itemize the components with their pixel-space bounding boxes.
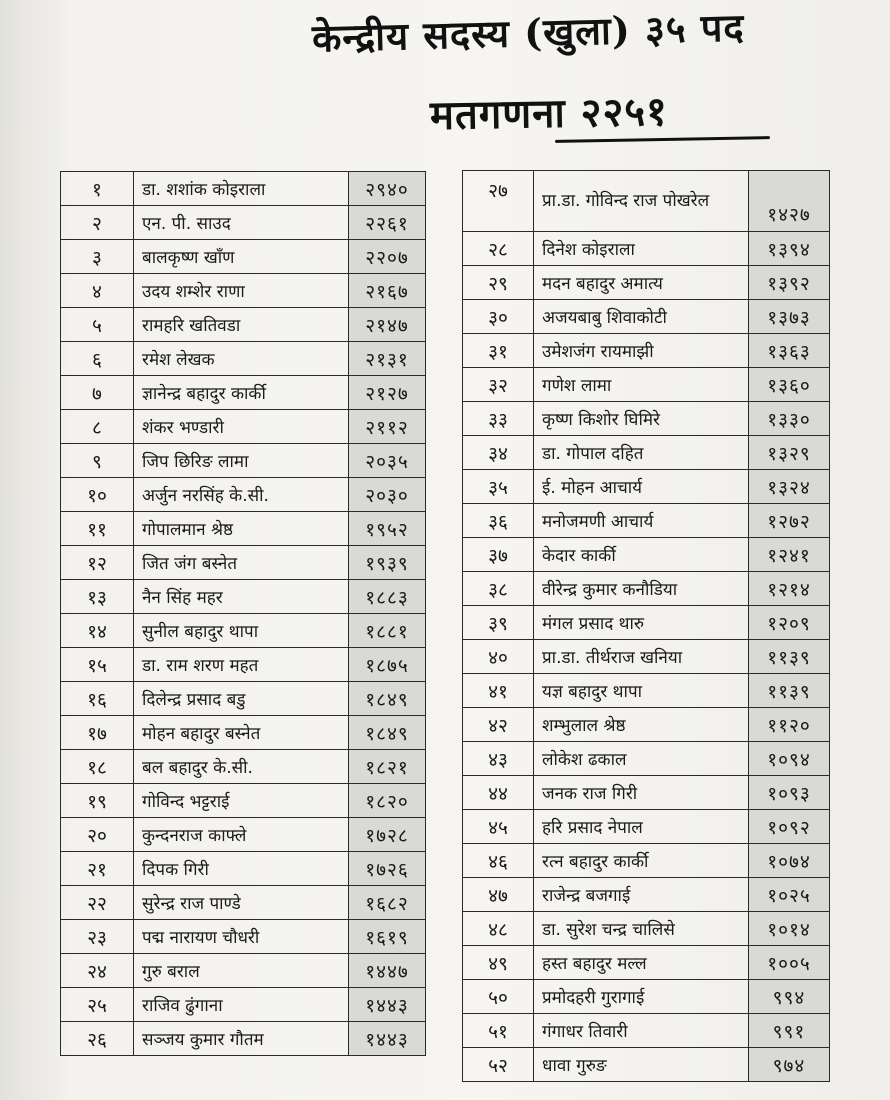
table-row: [61, 240, 426, 274]
candidate-name-cell: अजयबाबु शिवाकोटी: [534, 300, 749, 334]
table-row: [61, 512, 426, 546]
table-row: [61, 580, 426, 614]
vote-count-cell: १८८१: [349, 614, 426, 648]
table-row: [463, 980, 830, 1014]
vote-count-cell: १४४७: [349, 954, 426, 988]
candidate-name-cell: गोविन्द भट्टराई: [134, 784, 349, 818]
vote-count-cell: १९३९: [349, 546, 426, 580]
table-row: [463, 334, 830, 368]
table-row: [61, 410, 426, 444]
rank-cell: ३०: [463, 300, 534, 334]
table-row: [463, 810, 830, 844]
vote-count-cell: २१४७: [349, 308, 426, 342]
candidate-name-cell: गोपालमान श्रेष्ठ: [134, 512, 349, 546]
vote-count-cell: १३६०: [749, 368, 830, 402]
table-row: [463, 946, 830, 980]
rank-cell: २१: [61, 852, 134, 886]
vote-count-cell: १३२९: [749, 436, 830, 470]
rank-cell: १६: [61, 682, 134, 716]
vote-count-cell: १३६३: [749, 334, 830, 368]
vote-count-cell: २११२: [349, 410, 426, 444]
candidate-name-cell: डा. शशांक कोइराला: [134, 172, 349, 206]
rank-cell: ५: [61, 308, 134, 342]
vote-count-cell: १४२७: [749, 171, 830, 232]
vote-count-cell: १३३०: [749, 402, 830, 436]
candidate-name-cell: हस्त बहादुर मल्ल: [534, 946, 749, 980]
vote-count-cell: १००५: [749, 946, 830, 980]
vote-count-cell: १८४९: [349, 682, 426, 716]
table-row: [463, 776, 830, 810]
table-row: [463, 606, 830, 640]
rank-cell: ४: [61, 274, 134, 308]
candidate-name-cell: बालकृष्ण खाँण: [134, 240, 349, 274]
rank-cell: १: [61, 172, 134, 206]
rank-cell: ३९: [463, 606, 534, 640]
candidate-name-cell: राजेन्द्र बजगाई: [534, 878, 749, 912]
candidate-name-cell: यज्ञ बहादुर थापा: [534, 674, 749, 708]
table-row: [61, 682, 426, 716]
table-row: [463, 1048, 830, 1082]
candidate-name-cell: रत्न बहादुर कार्की: [534, 844, 749, 878]
table-row: [61, 750, 426, 784]
vote-count-cell: ९९१: [749, 1014, 830, 1048]
vote-count-cell: १३७३: [749, 300, 830, 334]
candidate-name-cell: मदन बहादुर अमात्य: [534, 266, 749, 300]
candidate-name-cell: रामहरि खतिवडा: [134, 308, 349, 342]
candidate-name-cell: शंकर भण्डारी: [134, 410, 349, 444]
candidate-name-cell: प्रा.डा. तीर्थराज खनिया: [534, 640, 749, 674]
candidate-name-cell: प्रमोदहरी गुरागाई: [534, 980, 749, 1014]
candidate-name-cell: सुनील बहादुर थापा: [134, 614, 349, 648]
candidate-name-cell: दिलेन्द्र प्रसाद बडु: [134, 682, 349, 716]
vote-count-cell: १२४१: [749, 538, 830, 572]
vote-count-cell: १७२६: [349, 852, 426, 886]
candidate-name-cell: जनक राज गिरी: [534, 776, 749, 810]
candidate-name-cell: रमेश लेखक: [134, 342, 349, 376]
table-row: [463, 538, 830, 572]
table-row: [61, 342, 426, 376]
vote-count-cell: १४४३: [349, 1022, 426, 1056]
rank-cell: ३३: [463, 402, 534, 436]
candidate-name-cell: सुरेन्द्र राज पाण्डे: [134, 886, 349, 920]
table-row: [61, 852, 426, 886]
rank-cell: ८: [61, 410, 134, 444]
table-row: [61, 784, 426, 818]
vote-count-cell: १३९२: [749, 266, 830, 300]
rank-cell: ९: [61, 444, 134, 478]
candidate-name-cell: दिपक गिरी: [134, 852, 349, 886]
rank-cell: १८: [61, 750, 134, 784]
table-row: [463, 742, 830, 776]
candidate-name-cell: ज्ञानेन्द्र बहादुर कार्की: [134, 376, 349, 410]
rank-cell: १०: [61, 478, 134, 512]
rank-cell: ३७: [463, 538, 534, 572]
rank-cell: २८: [463, 232, 534, 266]
rank-cell: १२: [61, 546, 134, 580]
candidate-name-cell: डा. सुरेश चन्द्र चालिसे: [534, 912, 749, 946]
table-row: [463, 232, 830, 266]
vote-count-cell: १०१४: [749, 912, 830, 946]
rank-cell: ३५: [463, 470, 534, 504]
rank-cell: ४३: [463, 742, 534, 776]
table-row: [61, 546, 426, 580]
candidate-name-cell: लोकेश ढकाल: [534, 742, 749, 776]
table-row: [463, 708, 830, 742]
vote-count-cell: २०३५: [349, 444, 426, 478]
rank-cell: ३६: [463, 504, 534, 538]
rank-cell: २३: [61, 920, 134, 954]
vote-count-cell: १८२१: [349, 750, 426, 784]
rank-cell: १५: [61, 648, 134, 682]
candidate-name-cell: जित जंग बस्नेत: [134, 546, 349, 580]
rank-cell: ७: [61, 376, 134, 410]
rank-cell: ११: [61, 512, 134, 546]
rank-cell: २४: [61, 954, 134, 988]
table-row: [463, 470, 830, 504]
candidate-name-cell: उमेशजंग रायमाझी: [534, 334, 749, 368]
table-row: [463, 300, 830, 334]
candidate-name-cell: मोहन बहादुर बस्नेत: [134, 716, 349, 750]
candidate-name-cell: अर्जुन नरसिंह के.सी.: [134, 478, 349, 512]
vote-count-cell: १८२०: [349, 784, 426, 818]
vote-count-cell: २०३०: [349, 478, 426, 512]
table-row: [463, 266, 830, 300]
candidate-name-cell: प्रा.डा. गोविन्द राज पोखरेल: [534, 171, 749, 232]
vote-count-cell: १०९३: [749, 776, 830, 810]
vote-count-cell: २१६७: [349, 274, 426, 308]
candidate-name-cell: नैन सिंह महर: [134, 580, 349, 614]
table-row: [463, 171, 830, 232]
table-row: [463, 674, 830, 708]
table-row: [463, 368, 830, 402]
candidate-name-cell: राजिव ढुंगाना: [134, 988, 349, 1022]
candidate-name-cell: बल बहादुर के.सी.: [134, 750, 349, 784]
results-table-left-body: [61, 172, 426, 1056]
rank-cell: ३२: [463, 368, 534, 402]
rank-cell: ३४: [463, 436, 534, 470]
vote-count-cell: १२७२: [749, 504, 830, 538]
rank-cell: २६: [61, 1022, 134, 1056]
candidate-name-cell: गणेश लामा: [534, 368, 749, 402]
table-row: [61, 716, 426, 750]
vote-count-cell: १०२५: [749, 878, 830, 912]
candidate-name-cell: जिप छिरिङ लामा: [134, 444, 349, 478]
results-table-right-body: [463, 171, 830, 1082]
table-row: [463, 504, 830, 538]
candidate-name-cell: हरि प्रसाद नेपाल: [534, 810, 749, 844]
rank-cell: ४४: [463, 776, 534, 810]
rank-cell: १९: [61, 784, 134, 818]
candidate-name-cell: डा. गोपाल दहित: [534, 436, 749, 470]
rank-cell: ४१: [463, 674, 534, 708]
table-row: [61, 444, 426, 478]
vote-count-cell: ९९४: [749, 980, 830, 1014]
candidate-name-cell: सञ्जय कुमार गौतम: [134, 1022, 349, 1056]
rank-cell: ४२: [463, 708, 534, 742]
candidate-name-cell: मनोजमणी आचार्य: [534, 504, 749, 538]
candidate-name-cell: कुन्दनराज काफ्ले: [134, 818, 349, 852]
vote-count-cell: १८४९: [349, 716, 426, 750]
rank-cell: ३१: [463, 334, 534, 368]
vote-count-cell: ११२०: [749, 708, 830, 742]
vote-count-cell: २९४०: [349, 172, 426, 206]
table-row: [61, 376, 426, 410]
vote-count-cell: १२१४: [749, 572, 830, 606]
rank-cell: २७: [463, 171, 534, 232]
rank-cell: ४८: [463, 912, 534, 946]
rank-cell: १३: [61, 580, 134, 614]
table-row: [61, 206, 426, 240]
candidate-name-cell: शम्भुलाल श्रेष्ठ: [534, 708, 749, 742]
vote-count-cell: २१२७: [349, 376, 426, 410]
candidate-name-cell: डा. राम शरण महत: [134, 648, 349, 682]
rank-cell: ४७: [463, 878, 534, 912]
candidate-name-cell: कृष्ण किशोर घिमिरे: [534, 402, 749, 436]
rank-cell: ३: [61, 240, 134, 274]
table-row: [61, 172, 426, 206]
candidate-name-cell: मंगल प्रसाद थारु: [534, 606, 749, 640]
rank-cell: १७: [61, 716, 134, 750]
table-row: [61, 1022, 426, 1056]
vote-count-cell: ११३९: [749, 674, 830, 708]
table-row: [61, 308, 426, 342]
vote-count-cell: १६१९: [349, 920, 426, 954]
vote-count-cell: १७२८: [349, 818, 426, 852]
candidate-name-cell: पद्म नारायण चौधरी: [134, 920, 349, 954]
rank-cell: ६: [61, 342, 134, 376]
vote-count-cell: ९७४: [749, 1048, 830, 1082]
vote-count-cell: २१३१: [349, 342, 426, 376]
vote-count-cell: २२०७: [349, 240, 426, 274]
table-row: [463, 912, 830, 946]
table-row: [463, 572, 830, 606]
table-row: [61, 648, 426, 682]
table-row: [463, 878, 830, 912]
vote-count-cell: १२०९: [749, 606, 830, 640]
table-row: [463, 844, 830, 878]
vote-count-cell: ११३९: [749, 640, 830, 674]
vote-count-cell: १४४३: [349, 988, 426, 1022]
table-row: [463, 436, 830, 470]
table-row: [463, 1014, 830, 1048]
table-row: [61, 920, 426, 954]
table-row: [61, 818, 426, 852]
table-row: [61, 886, 426, 920]
rank-cell: ४५: [463, 810, 534, 844]
rank-cell: २९: [463, 266, 534, 300]
vote-count-cell: १८७५: [349, 648, 426, 682]
table-row: [61, 988, 426, 1022]
candidate-name-cell: केदार कार्की: [534, 538, 749, 572]
table-row: [463, 640, 830, 674]
candidate-name-cell: वीरेन्द्र कुमार कनौडिया: [534, 572, 749, 606]
vote-count-cell: १०९४: [749, 742, 830, 776]
candidate-name-cell: एन. पी. साउद: [134, 206, 349, 240]
vote-count-cell: १३२४: [749, 470, 830, 504]
rank-cell: ५०: [463, 980, 534, 1014]
table-row: [61, 274, 426, 308]
rank-cell: ४६: [463, 844, 534, 878]
rank-cell: २: [61, 206, 134, 240]
rank-cell: २०: [61, 818, 134, 852]
rank-cell: २५: [61, 988, 134, 1022]
vote-count-cell: १८८३: [349, 580, 426, 614]
rank-cell: ५२: [463, 1048, 534, 1082]
vote-count-cell: १३९४: [749, 232, 830, 266]
vote-count-cell: १०९२: [749, 810, 830, 844]
results-table-left: [60, 171, 426, 1056]
candidate-name-cell: ई. मोहन आचार्य: [534, 470, 749, 504]
rank-cell: ३८: [463, 572, 534, 606]
vote-count-cell: १६८२: [349, 886, 426, 920]
candidate-name-cell: उदय शम्शेर राणा: [134, 274, 349, 308]
vote-count-cell: २२६१: [349, 206, 426, 240]
candidate-name-cell: गुरु बराल: [134, 954, 349, 988]
candidate-name-cell: गंगाधर तिवारी: [534, 1014, 749, 1048]
table-row: [61, 614, 426, 648]
results-table-right: [462, 170, 830, 1082]
vote-count-cell: १०७४: [749, 844, 830, 878]
handwritten-subtitle: मतगणना २२५१: [429, 87, 669, 140]
vote-count-cell: १९५२: [349, 512, 426, 546]
candidate-name-cell: दिनेश कोइराला: [534, 232, 749, 266]
table-row: [61, 478, 426, 512]
table-row: [61, 954, 426, 988]
rank-cell: ५१: [463, 1014, 534, 1048]
rank-cell: १४: [61, 614, 134, 648]
candidate-name-cell: धावा गुरुङ: [534, 1048, 749, 1082]
handwritten-title: केन्द्रीय सदस्य (खुला) ३५ पद: [311, 4, 746, 61]
rank-cell: ४९: [463, 946, 534, 980]
table-row: [463, 402, 830, 436]
rank-cell: ४०: [463, 640, 534, 674]
rank-cell: २२: [61, 886, 134, 920]
